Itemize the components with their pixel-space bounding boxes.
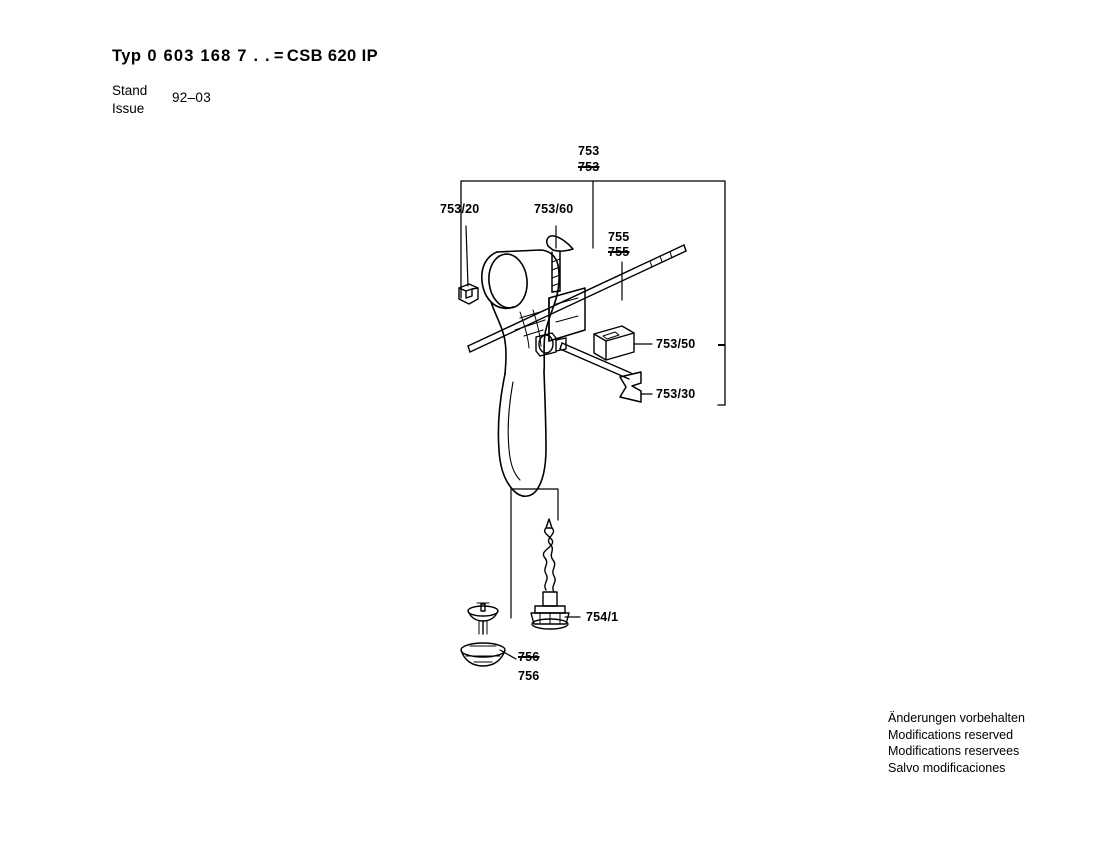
wing-screw-753-60 [547,236,573,292]
issue-date: 92–03 [172,90,212,105]
callout-753-50-tick [718,344,725,346]
cutter-756-lower [461,643,505,666]
callout-753: 753 [578,144,600,158]
note-fr: Modifications reservees [888,744,1020,758]
block-753-50 [594,326,634,360]
callout-753-20: 753/20 [440,202,480,216]
callout-754-1: 754/1 [586,610,619,624]
equals-sign: = [273,47,284,65]
nut-753-20 [459,284,478,304]
depth-gauge-rod [560,343,631,379]
lever-753-30 [620,372,641,402]
callout-753-superseded: 753 [578,160,600,174]
legal-notes [888,710,1025,776]
callout-756-superseded: 756 [518,650,540,664]
callout-753-50: 753/50 [656,337,696,351]
note-en: Modifications reserved [888,727,1014,742]
callout-753-30: 753/30 [656,387,696,401]
model-name: CSB 620 IP [286,47,378,65]
callout-756: 756 [518,669,540,683]
callout-755: 755 [608,230,630,244]
issue-label: Issue [112,101,145,116]
callout-755-superseded: 755 [608,245,630,259]
cutter-756-upper [468,603,498,634]
stand-label: Stand [112,83,148,98]
typ-label: Typ [112,47,142,65]
note-es: Salvo modificaciones [888,760,1006,775]
clamp-plate-753 [549,288,585,341]
drill-housing [482,250,559,496]
callout-753-60: 753/60 [534,202,574,216]
typ-number: 0 603 168 7 . . [147,47,271,65]
auger-bit-754-1 [531,519,569,629]
note-de: Änderungen vorbehalten [888,711,1025,725]
